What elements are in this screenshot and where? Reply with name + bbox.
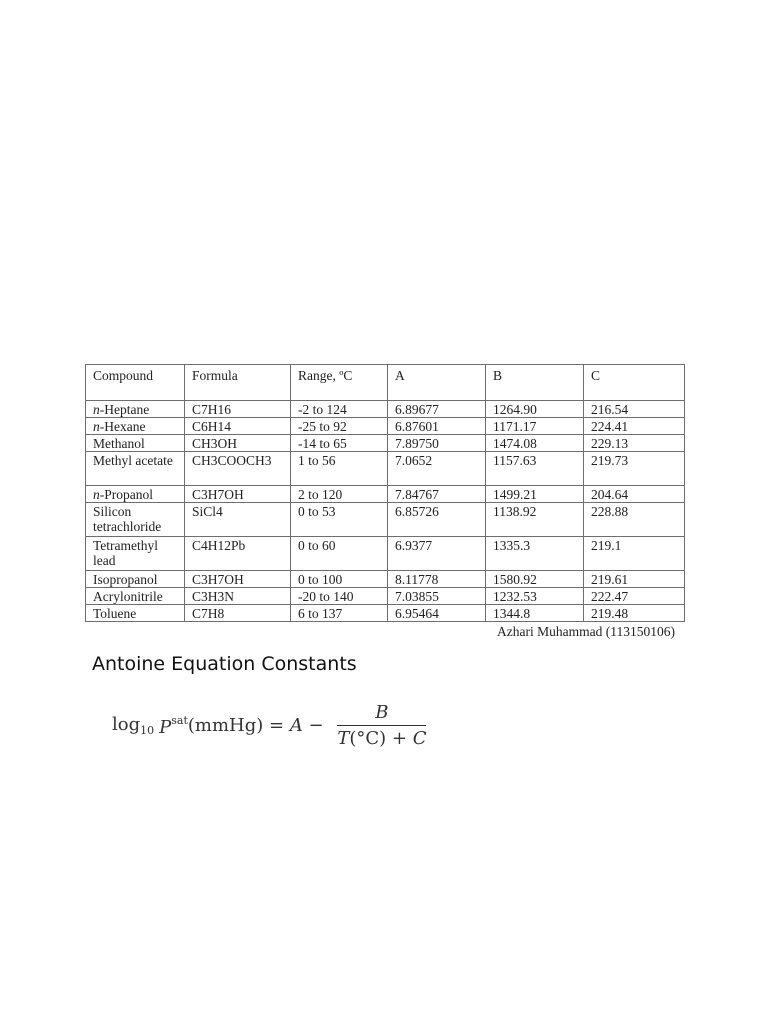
equation-fraction: [337, 702, 426, 749]
compound-cell: [86, 486, 185, 503]
table-row: [86, 605, 685, 622]
range-cell: 1 to 56: [291, 452, 388, 486]
equation-numerator: B: [337, 702, 426, 726]
compound-prefix: n: [93, 487, 100, 502]
formula-cell: C4H12Pb: [185, 537, 291, 571]
b-cell: 1171.17: [486, 418, 584, 435]
table-row: [86, 401, 685, 418]
a-cell: 7.84767: [388, 486, 486, 503]
a-cell: 8.11778: [388, 571, 486, 588]
b-cell: 1580.92: [486, 571, 584, 588]
table-row: [86, 503, 685, 537]
table-row: [86, 452, 685, 486]
a-cell: 7.03855: [388, 588, 486, 605]
c-cell: 229.13: [584, 435, 685, 452]
range-cell: 2 to 120: [291, 486, 388, 503]
compound-name: Tetramethyl lead: [93, 538, 159, 568]
formula-cell: C3H7OH: [185, 486, 291, 503]
equation-unit: (mmHg) =: [187, 715, 290, 736]
a-cell: 7.0652: [388, 452, 486, 486]
b-cell: 1157.63: [486, 452, 584, 486]
compound-prefix: n: [93, 402, 100, 417]
formula-cell: CH3COOCH3: [185, 452, 291, 486]
equation-minus: −: [302, 715, 330, 736]
equation-p-sup: sat: [171, 713, 188, 727]
compound-cell: [86, 588, 185, 605]
b-cell: 1474.08: [486, 435, 584, 452]
c-cell: 222.47: [584, 588, 685, 605]
equation-pressure: [159, 714, 188, 738]
equation-log-text: log: [112, 714, 141, 735]
compound-name: Toluene: [93, 606, 137, 621]
compound-name: -Propanol: [99, 487, 153, 502]
header-b: B: [486, 365, 584, 401]
range-cell: -2 to 124: [291, 401, 388, 418]
formula-cell: C3H3N: [185, 588, 291, 605]
c-cell: 219.61: [584, 571, 685, 588]
equation-den-t: T: [337, 728, 350, 749]
range-cell: 0 to 100: [291, 571, 388, 588]
range-cell: 0 to 60: [291, 537, 388, 571]
c-cell: 219.1: [584, 537, 685, 571]
formula-cell: CH3OH: [185, 435, 291, 452]
table-row: [86, 537, 685, 571]
compound-cell: [86, 435, 185, 452]
range-cell: -25 to 92: [291, 418, 388, 435]
compound-name: Silicon tetrachloride: [93, 504, 162, 534]
b-cell: 1335.3: [486, 537, 584, 571]
formula-cell: C6H14: [185, 418, 291, 435]
antoine-constants-table: [85, 364, 685, 622]
range-cell: -14 to 65: [291, 435, 388, 452]
a-cell: 6.85726: [388, 503, 486, 537]
equation-log-base: 10: [140, 724, 155, 737]
c-cell: 224.41: [584, 418, 685, 435]
a-cell: 6.9377: [388, 537, 486, 571]
compound-cell: [86, 503, 185, 537]
antoine-equation: [112, 702, 426, 749]
c-cell: 216.54: [584, 401, 685, 418]
table-row: [86, 588, 685, 605]
header-range: Range, ºC: [291, 365, 388, 401]
b-cell: 1264.90: [486, 401, 584, 418]
compound-prefix: n: [93, 419, 100, 434]
c-cell: 228.88: [584, 503, 685, 537]
formula-cell: C7H8: [185, 605, 291, 622]
a-cell: 6.95464: [388, 605, 486, 622]
equation-den-rest: (°C) +: [349, 728, 413, 749]
a-cell: 7.89750: [388, 435, 486, 452]
c-cell: 219.48: [584, 605, 685, 622]
table-row: [86, 486, 685, 503]
compound-cell: [86, 418, 185, 435]
header-formula: Formula: [185, 365, 291, 401]
formula-cell: SiCl4: [185, 503, 291, 537]
compound-name: Methyl acetate: [93, 453, 173, 468]
compound-cell: [86, 452, 185, 486]
page-title: Antoine Equation Constants: [92, 653, 357, 675]
table-row: [86, 418, 685, 435]
compound-cell: [86, 537, 185, 571]
compound-cell: [86, 401, 185, 418]
compound-name: Methanol: [93, 436, 145, 451]
b-cell: 1232.53: [486, 588, 584, 605]
a-cell: 6.87601: [388, 418, 486, 435]
compound-name: Acrylonitrile: [93, 589, 163, 604]
range-cell: 0 to 53: [291, 503, 388, 537]
b-cell: 1344.8: [486, 605, 584, 622]
equation-den-c: C: [412, 728, 427, 749]
table-row: [86, 571, 685, 588]
equation-log: [112, 714, 154, 737]
formula-cell: C3H7OH: [185, 571, 291, 588]
table-header-row: [86, 365, 685, 401]
range-cell: -20 to 140: [291, 588, 388, 605]
compound-cell: [86, 605, 185, 622]
compound-name: -Heptane: [99, 402, 150, 417]
c-cell: 204.64: [584, 486, 685, 503]
b-cell: 1499.21: [486, 486, 584, 503]
header-compound: Compound: [86, 365, 185, 401]
table-row: [86, 435, 685, 452]
formula-cell: C7H16: [185, 401, 291, 418]
range-cell: 6 to 137: [291, 605, 388, 622]
b-cell: 1138.92: [486, 503, 584, 537]
header-c: C: [584, 365, 685, 401]
c-cell: 219.73: [584, 452, 685, 486]
header-a: A: [388, 365, 486, 401]
equation-a: A: [289, 715, 303, 736]
compound-name: -Hexane: [99, 419, 146, 434]
author-credit: Azhari Muhammad (113150106): [497, 624, 675, 639]
compound-cell: [86, 571, 185, 588]
compound-name: Isopropanol: [93, 572, 158, 587]
equation-denominator: [337, 726, 426, 749]
equation-p: P: [159, 716, 172, 738]
a-cell: 6.89677: [388, 401, 486, 418]
